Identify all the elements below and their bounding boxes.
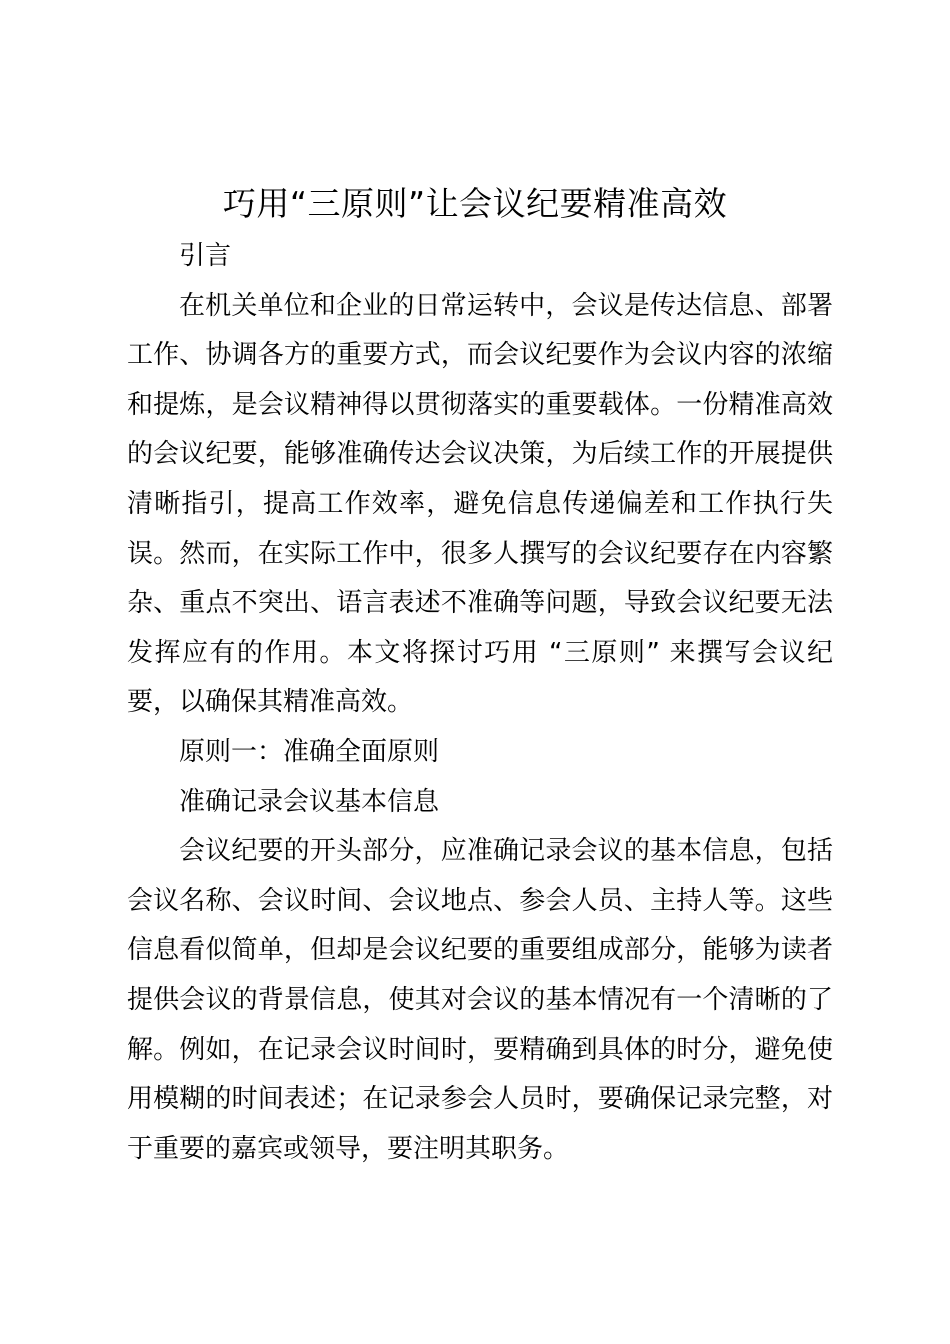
paragraph-intro: 在机关单位和企业的日常运转中，会议是传达信息、部署工作、协调各方的重要方式，而会议纪要作为会议内容的浓缩和提炼，是会议精神得以贯彻落实的重要载体。一份精准高效的会议纪要，能够准确传达会议决策，为后续工作的开展提供清晰指引，提高工作效率，避免信息传递偏差和工作执行失误。然而，在实际工作中，很多人撰写的会议纪要存在内容繁杂、重点不突出、语言表述不准确等问题，导致会议纪要无法发挥应有的作用。本文将探讨巧用 “三原则” 来撰写会议纪要，以确保其精准高效。 <box>127 290 833 718</box>
section-heading-principle-one: 原则一：准确全面原则 <box>179 736 440 767</box>
document-title: 巧用“三原则”让会议纪要精准高效 <box>222 184 728 223</box>
subsection-heading: 准确记录会议基本信息 <box>179 786 440 817</box>
section-heading-intro: 引言 <box>179 241 232 271</box>
paragraph-basic-info: 会议纪要的开头部分，应准确记录会议的基本信息，包括会议名称、会议时间、会议地点、参会人员、主持人等。这些信息看似简单，但却是会议纪要的重要组成部分，能够为读者提供会议的背景信息，使其对会议的基本情况有一个清晰的了解。例如，在记录会议时间时，要精确到具体的时分，避免使用模糊的时间表述；在记录参会人员时，要确保记录完整，对于重要的嘉宾或领导，要注明其职务。 <box>127 836 833 1164</box>
document-body <box>127 232 833 1174</box>
